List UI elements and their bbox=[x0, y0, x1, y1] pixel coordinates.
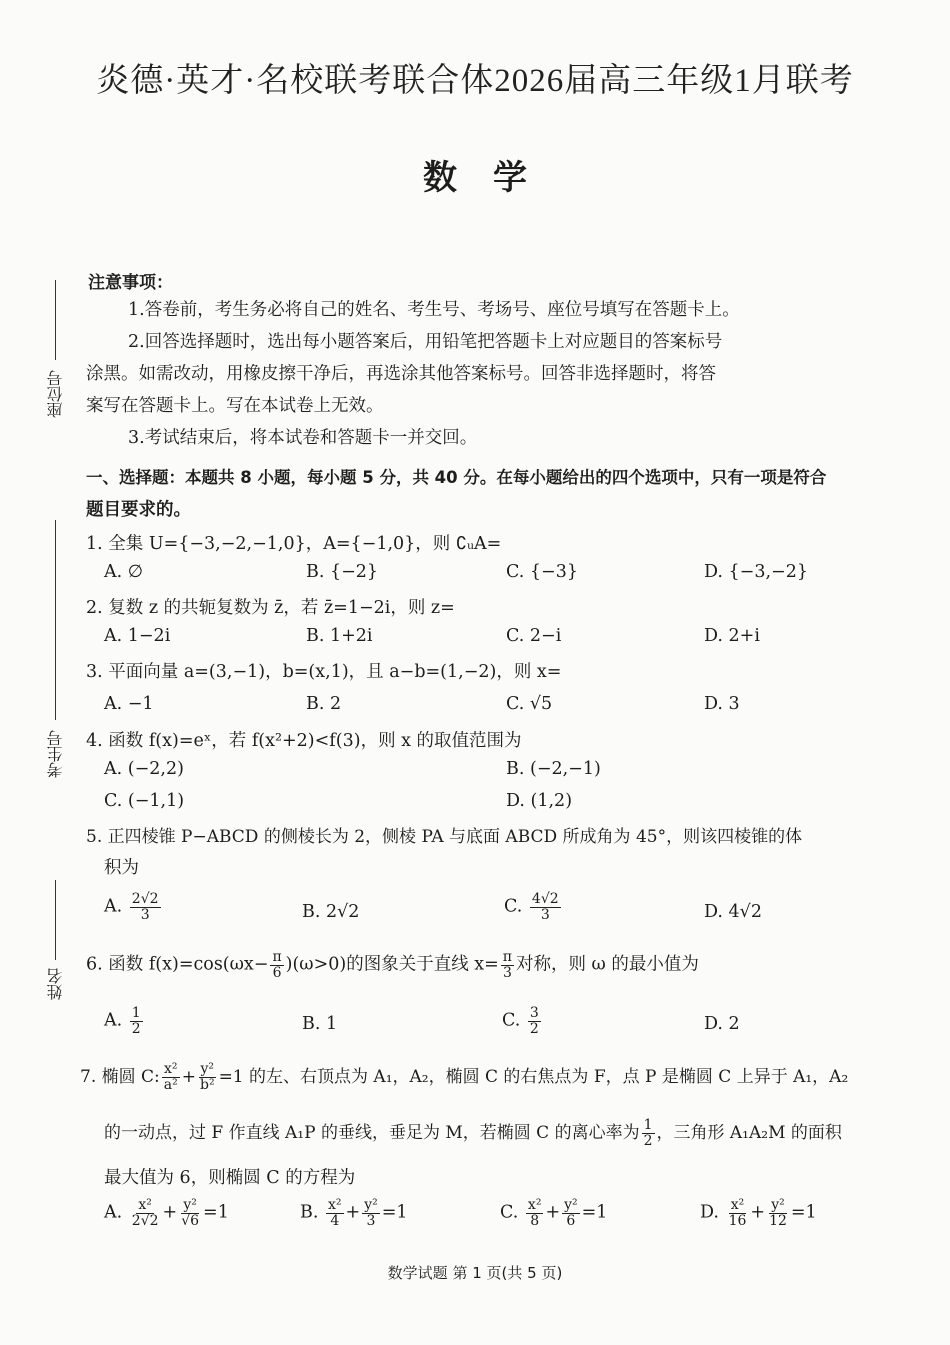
denominator: 12 bbox=[769, 1212, 787, 1229]
numerator: y² bbox=[564, 1197, 578, 1213]
denominator: 2 bbox=[529, 1020, 539, 1037]
question-4-stem: 4. 函数 f(x)=eˣ，若 f(x²+2)<f(3)，则 x 的取值范围为 bbox=[86, 731, 522, 751]
fraction bbox=[501, 950, 514, 980]
q1-option-a: A. ∅ bbox=[104, 562, 144, 582]
question-6-stem bbox=[86, 950, 699, 980]
fraction bbox=[642, 1118, 655, 1148]
q3-option-c: C. √5 bbox=[506, 694, 553, 714]
q2-option-c: C. 2−i bbox=[506, 626, 562, 646]
q7-option-a bbox=[104, 1198, 229, 1228]
question-5-stem: 5. 正四棱锥 P−ABCD 的侧棱长为 2，侧棱 PA 与底面 ABCD 所成角为 45°，则该四棱锥的体 bbox=[86, 827, 803, 847]
numerator: y² bbox=[364, 1197, 378, 1213]
option-label: D. bbox=[700, 1202, 719, 1223]
q3-option-b: B. 2 bbox=[306, 694, 342, 714]
equals-one: =1 bbox=[790, 1202, 817, 1223]
fraction bbox=[562, 1198, 580, 1228]
denominator: 8 bbox=[530, 1212, 540, 1229]
fraction bbox=[179, 1198, 201, 1228]
numerator: y² bbox=[183, 1197, 197, 1213]
numerator: 3 bbox=[529, 1005, 539, 1021]
fraction bbox=[767, 1198, 789, 1228]
fraction bbox=[528, 1006, 541, 1036]
fraction bbox=[130, 892, 161, 922]
exam-title: 炎德·英才·名校联考联合体2026届高三年级1月联考 bbox=[96, 63, 854, 99]
notice-line: 3.考试结束后，将本试卷和答题卡一并交回。 bbox=[128, 428, 478, 448]
q5-option-c bbox=[504, 892, 563, 922]
exam-number-field bbox=[34, 520, 64, 790]
numerator: x² bbox=[730, 1197, 745, 1213]
q7-option-b bbox=[300, 1198, 408, 1228]
fraction bbox=[727, 1198, 749, 1228]
name-field bbox=[34, 880, 64, 1010]
denominator: 3 bbox=[140, 906, 150, 923]
denominator: b² bbox=[199, 1077, 215, 1093]
question-7-stem bbox=[80, 1062, 848, 1093]
question-1-stem: 1. 全集 U={−3,−2,−1,0}，A={−1,0}，则 ∁ᵤA= bbox=[86, 534, 502, 554]
page-footer: 数学试题 第 1 页(共 5 页) bbox=[387, 1264, 563, 1282]
notice-line: 2.回答选择题时，选出每小题答案后，用铅笔把答题卡上对应题目的答案标号 bbox=[128, 332, 723, 352]
q5-option-a bbox=[104, 892, 163, 922]
option-label: A. bbox=[104, 1202, 123, 1223]
fraction bbox=[130, 1006, 143, 1036]
q5-option-b: B. 2√2 bbox=[302, 902, 360, 922]
q3-option-d: D. 3 bbox=[704, 694, 740, 714]
notice-title: 注意事项： bbox=[88, 273, 173, 293]
q2-option-d: D. 2+i bbox=[704, 626, 760, 646]
numerator: 4√2 bbox=[531, 891, 559, 907]
stem-part: 对称，则 ω 的最小值为 bbox=[516, 954, 699, 975]
q4-option-a: A. (−2,2) bbox=[104, 759, 184, 779]
denominator: 2 bbox=[131, 1020, 141, 1037]
option-label: C. bbox=[502, 1010, 521, 1031]
q6-option-c bbox=[502, 1006, 543, 1036]
equals-one: =1 bbox=[203, 1202, 229, 1223]
name-label: 姓名 bbox=[46, 968, 65, 1000]
question-5-stem-cont: 积为 bbox=[104, 858, 139, 878]
denominator: 3 bbox=[502, 964, 512, 981]
fraction bbox=[362, 1198, 380, 1228]
q1-option-d: D. {−3,−2} bbox=[704, 562, 808, 582]
numerator: 1 bbox=[131, 1005, 141, 1021]
seat-number-field bbox=[34, 280, 64, 420]
exam-number-label: 考生号 bbox=[46, 730, 65, 778]
option-label: A. bbox=[104, 1010, 123, 1031]
section-heading-line: 一、选择题：本题共 8 小题，每小题 5 分，共 40 分。在每小题给出的四个选项中，只有一项是符合 bbox=[86, 468, 827, 487]
fraction bbox=[526, 1198, 544, 1228]
numerator: π bbox=[272, 949, 282, 965]
question-7-stem-cont bbox=[104, 1118, 842, 1149]
q4-option-d: D. (1,2) bbox=[506, 791, 573, 811]
equals-one: =1 bbox=[581, 1202, 608, 1223]
plus-sign: + bbox=[750, 1202, 766, 1223]
q6-option-b: B. 1 bbox=[302, 1014, 338, 1034]
numerator: x² bbox=[527, 1197, 542, 1213]
plus-sign: + bbox=[345, 1202, 361, 1223]
q1-option-b: B. {−2} bbox=[306, 562, 379, 582]
q7-option-c bbox=[500, 1198, 607, 1228]
option-label: C. bbox=[504, 896, 523, 917]
q5-option-d: D. 4√2 bbox=[704, 902, 762, 922]
numerator: y² bbox=[200, 1061, 215, 1078]
numerator: 1 bbox=[643, 1117, 653, 1134]
stem-part: )(ω>0)的图象关于直线 x= bbox=[285, 954, 499, 975]
denominator: 3 bbox=[540, 906, 550, 923]
denominator: 2√2 bbox=[131, 1212, 159, 1229]
stem-part: ，三角形 A₁A₂M 的面积 bbox=[656, 1123, 842, 1143]
stem-part: 7. 椭圆 C: bbox=[80, 1067, 160, 1087]
notice-line: 1.答卷前，考生务必将自己的姓名、考生号、考场号、座位号填写在答题卡上。 bbox=[128, 300, 740, 320]
stem-part: =1 的左、右顶点为 A₁，A₂，椭圆 C 的右焦点为 F，点 P 是椭圆 C 上异于 A₁，A₂ bbox=[218, 1067, 849, 1087]
numerator: y² bbox=[771, 1197, 785, 1213]
denominator: 4 bbox=[330, 1212, 340, 1229]
q1-option-c: C. {−3} bbox=[506, 562, 578, 582]
numerator: 2√2 bbox=[131, 891, 159, 907]
fraction bbox=[270, 950, 283, 980]
stem-part: 6. 函数 f(x)=cos(ωx− bbox=[86, 954, 269, 975]
q3-option-a: A. −1 bbox=[104, 694, 154, 714]
equals-one: =1 bbox=[381, 1202, 408, 1223]
fraction bbox=[162, 1062, 180, 1092]
q6-option-d: D. 2 bbox=[704, 1014, 740, 1034]
denominator: 6 bbox=[272, 964, 282, 981]
denominator: 3 bbox=[366, 1212, 376, 1229]
numerator: x² bbox=[138, 1197, 152, 1213]
plus-sign: + bbox=[162, 1202, 178, 1223]
denominator: 16 bbox=[728, 1212, 747, 1229]
section-heading-line: 题目要求的。 bbox=[86, 500, 191, 520]
q2-option-b: B. 1+2i bbox=[306, 626, 373, 646]
denominator: 6 bbox=[566, 1212, 576, 1229]
question-3-stem: 3. 平面向量 a=(3,−1)，b=(x,1)，且 a−b=(1,−2)，则 x= bbox=[86, 662, 562, 682]
notice-line: 案写在答题卡上。写在本试卷上无效。 bbox=[86, 396, 384, 416]
numerator: x² bbox=[163, 1061, 178, 1078]
q7-option-d bbox=[700, 1198, 817, 1228]
fraction bbox=[130, 1198, 161, 1228]
q2-option-a: A. 1−2i bbox=[104, 626, 171, 646]
fraction bbox=[326, 1198, 344, 1228]
denominator: a² bbox=[163, 1077, 178, 1093]
option-label: A. bbox=[104, 896, 123, 917]
seat-number-label: 座位号 bbox=[46, 370, 65, 418]
question-2-stem: 2. 复数 z 的共轭复数为 z̄，若 z̄=1−2i，则 z= bbox=[86, 598, 455, 618]
numerator: π bbox=[502, 949, 512, 965]
question-7-stem-cont: 最大值为 6，则椭圆 C 的方程为 bbox=[104, 1168, 356, 1188]
section-heading bbox=[86, 462, 916, 526]
notice-line: 涂黑。如需改动，用橡皮擦干净后，再选涂其他答案标号。回答非选择题时，将答 bbox=[86, 364, 716, 384]
fraction bbox=[198, 1062, 217, 1092]
fraction bbox=[530, 892, 561, 922]
denominator: √6 bbox=[181, 1212, 200, 1229]
plus-sign: + bbox=[545, 1202, 561, 1223]
denominator: 2 bbox=[643, 1133, 653, 1149]
plus-sign: + bbox=[181, 1067, 196, 1087]
q4-option-b: B. (−2,−1) bbox=[506, 759, 601, 779]
stem-part: 的一动点，过 F 作直线 A₁P 的垂线，垂足为 M，若椭圆 C 的离心率为 bbox=[104, 1123, 640, 1143]
numerator: x² bbox=[328, 1197, 342, 1213]
q6-option-a bbox=[104, 1006, 145, 1036]
option-label: C. bbox=[500, 1202, 519, 1223]
option-label: B. bbox=[300, 1202, 319, 1223]
q4-option-c: C. (−1,1) bbox=[104, 791, 185, 811]
subject-title: 数学 bbox=[423, 158, 563, 198]
